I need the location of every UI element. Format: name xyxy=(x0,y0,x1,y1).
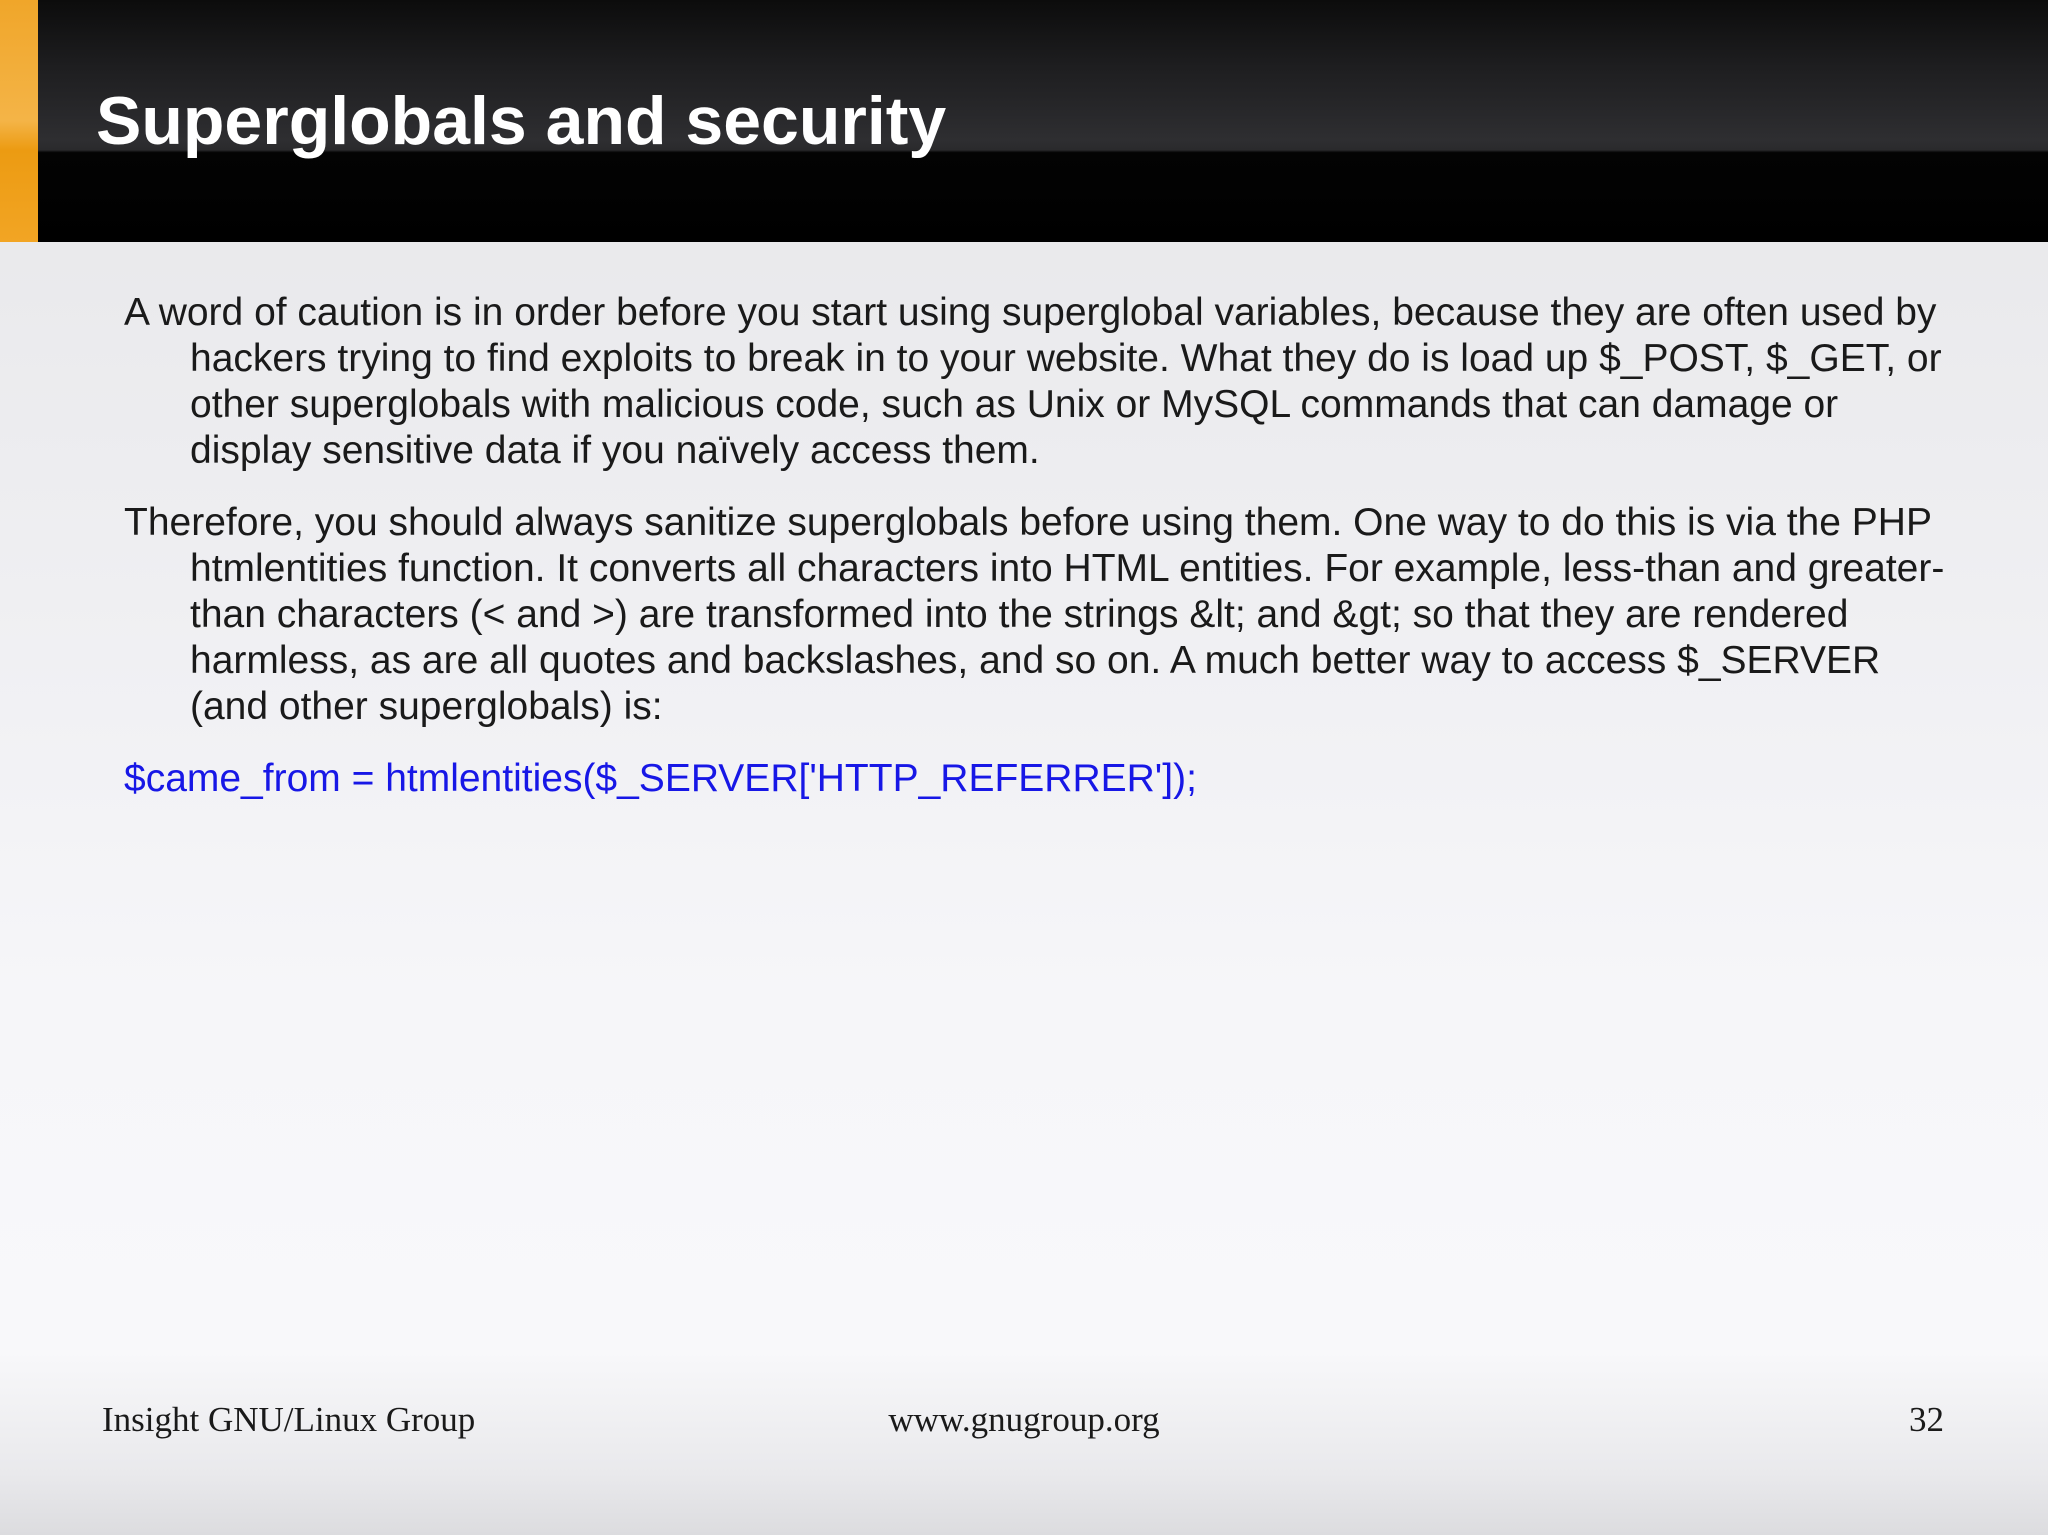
accent-bar xyxy=(0,0,38,242)
slide-body xyxy=(124,290,1954,802)
footer-organization: Insight GNU/Linux Group xyxy=(102,1400,476,1439)
title-bar xyxy=(0,0,2048,242)
paragraph-sanitize: Therefore, you should always sanitize superglobals before using them. One way to do this is via the PHP htmlentities function. It converts all characters into HTML entities. For example, less-than and greater-than characters (< and >) are transformed into the strings &lt; and &gt; so that they are rendered harmless, as are all quotes and backslashes, and so on. A much better way to access $_SERVER (and other superglobals) is: xyxy=(124,501,1945,728)
page-number: 32 xyxy=(1909,1400,1944,1439)
code-example: $came_from = htmlentities($_SERVER['HTTP_REFERRER']); xyxy=(124,757,1197,800)
slide-title: Superglobals and security xyxy=(96,83,947,159)
footer-website: www.gnugroup.org xyxy=(888,1400,1160,1439)
paragraph-caution: A word of caution is in order before you start using superglobal variables, because they are often used by hackers trying to find exploits to break in to your website. What they do is load up $_POST, $_GET, or other superglobals with malicious code, such as Unix or MySQL commands that can damage or display sensitive data if you naïvely access them. xyxy=(124,291,1942,472)
